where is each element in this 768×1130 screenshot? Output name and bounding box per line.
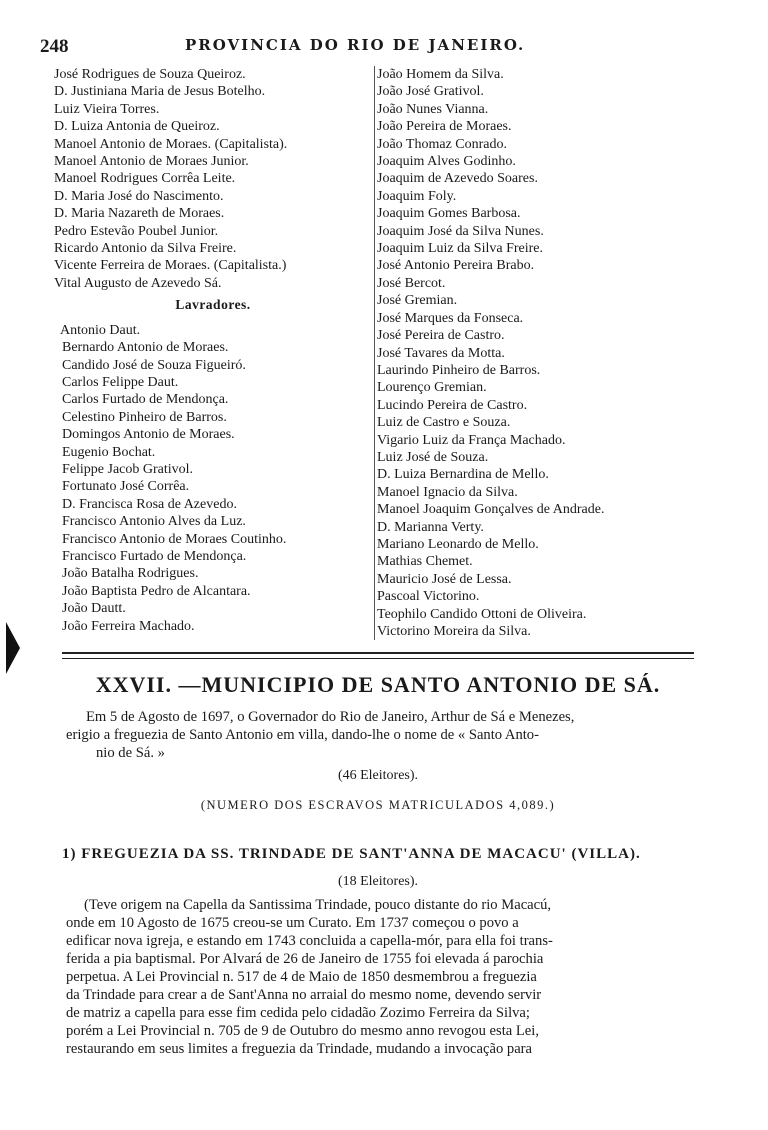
name-entry: José Marques da Fonseca. bbox=[377, 310, 524, 326]
name-entry: Felippe Jacob Grativol. bbox=[62, 461, 194, 477]
lavradores-heading: Lavradores. bbox=[175, 297, 251, 313]
name-entry: Manoel Antonio de Moraes. (Capitalista). bbox=[54, 136, 288, 152]
right-column bbox=[374, 66, 697, 640]
name-entry: D. Marianna Verty. bbox=[377, 519, 484, 535]
page-number: 248 bbox=[40, 36, 69, 57]
name-entry: D. Maria Nazareth de Moraes. bbox=[54, 206, 225, 222]
name-entry: Manoel Joaquim Gonçalves de Andrade. bbox=[377, 502, 605, 518]
intro-line: erigio a freguezia de Santo Antonio em villa, dando-lhe o nome de « Santo Anto- bbox=[66, 727, 539, 743]
section-intro bbox=[62, 708, 694, 762]
section-divider bbox=[62, 652, 694, 659]
name-entry: José Pereira de Castro. bbox=[377, 328, 505, 344]
name-entry: D. Luiza Antonia de Queiroz. bbox=[54, 119, 220, 135]
text-line: perpetua. A Lei Provincial n. 517 de 4 de Maio de 1850 desmembrou a freguezia bbox=[66, 969, 537, 985]
name-entry: João Homem da Silva. bbox=[377, 67, 504, 82]
name-entry: José Rodrigues de Souza Queiroz. bbox=[54, 67, 246, 82]
name-entry: Francisco Antonio de Moraes Coutinho. bbox=[62, 531, 287, 547]
slaves-note: (NUMERO DOS ESCRAVOS MATRICULADOS 4,089.) bbox=[200, 798, 556, 812]
name-entry: D. Maria José do Nascimento. bbox=[54, 188, 224, 204]
name-entry: João Nunes Vianna. bbox=[377, 101, 489, 117]
text-line: da Trindade para crear a de Sant'Anna no arraial do mesmo nome, devendo servir bbox=[66, 987, 542, 1003]
name-entry: Domingos Antonio de Moraes. bbox=[62, 427, 235, 443]
intro-line: Em 5 de Agosto de 1697, o Governador do Rio de Janeiro, Arthur de Sá e Menezes, bbox=[86, 709, 575, 725]
section-title: XXVII. —MUNICIPIO DE SANTO ANTONIO DE SÁ. bbox=[95, 672, 661, 697]
name-entry: Joaquim Luiz da Silva Freire. bbox=[377, 241, 544, 257]
name-entry: Joaquim Gomes Barbosa. bbox=[377, 206, 521, 222]
name-entry: José Gremian. bbox=[377, 293, 458, 309]
name-entry: Joaquim de Azevedo Soares. bbox=[377, 171, 538, 187]
text-line: restaurando em seus limites a freguezia da Trindade, mudando a invocação para bbox=[66, 1041, 533, 1057]
name-entry: Antonio Daut. bbox=[60, 322, 141, 338]
name-entry: Candido José de Souza Figueiró. bbox=[62, 357, 246, 373]
name-entry: José Tavares da Motta. bbox=[377, 345, 505, 361]
text-line: edificar nova igreja, e estando em 1743 concluida a capella-mór, para ella foi trans- bbox=[66, 933, 553, 949]
name-entry: José Bercot. bbox=[377, 275, 446, 291]
name-entry: João José Grativol. bbox=[377, 84, 484, 100]
subsection-electors: (18 Eleitores). bbox=[337, 874, 419, 889]
name-entry: Bernardo Antonio de Moraes. bbox=[62, 340, 229, 356]
name-entry: Joaquim Foly. bbox=[377, 188, 457, 204]
margin-tab-mark bbox=[6, 622, 20, 674]
name-entry: Lucindo Pereira de Castro. bbox=[377, 397, 528, 413]
name-entry: Francisco Furtado de Mendonça. bbox=[62, 548, 247, 564]
intro-line: nio de Sá. » bbox=[96, 745, 165, 761]
name-entry: Celestino Pinheiro de Barros. bbox=[62, 409, 227, 425]
name-entry: José Antonio Pereira Brabo. bbox=[377, 258, 535, 274]
name-entry: João Pereira de Moraes. bbox=[377, 119, 512, 135]
name-entry: João Batalha Rodrigues. bbox=[62, 566, 199, 582]
name-entry: Francisco Antonio Alves da Luz. bbox=[62, 514, 246, 530]
left-column bbox=[54, 66, 372, 635]
text-line: onde em 10 Agosto de 1675 creou-se um Curato. Em 1737 começou o povo a bbox=[66, 915, 519, 931]
name-entry: Lourenço Gremian. bbox=[377, 380, 487, 396]
name-entry: Joaquim José da Silva Nunes. bbox=[377, 223, 544, 239]
section-electors: (46 Eleitores). bbox=[337, 768, 419, 783]
name-entry: João Baptista Pedro de Alcantara. bbox=[62, 583, 251, 599]
name-entry: Vital Augusto de Azevedo Sá. bbox=[54, 275, 222, 291]
name-entry: D. Francisca Rosa de Azevedo. bbox=[62, 496, 237, 512]
name-entry: D. Justiniana Maria de Jesus Botelho. bbox=[54, 84, 266, 100]
name-entry: Fortunato José Corrêa. bbox=[62, 479, 190, 495]
text-line: de matriz a capella para esse fim cedida pelo cidadão Zozimo Ferreira da Silva; bbox=[66, 1005, 530, 1021]
name-entry: Carlos Felippe Daut. bbox=[62, 374, 179, 390]
name-entry: Joaquim Alves Godinho. bbox=[377, 154, 516, 170]
name-entry: Mathias Chemet. bbox=[377, 554, 473, 570]
name-entry: Pascoal Victorino. bbox=[377, 589, 480, 605]
name-entry: Luiz de Castro e Souza. bbox=[377, 415, 511, 431]
name-entry: Ricardo Antonio da Silva Freire. bbox=[54, 241, 237, 257]
name-entry: Manoel Antonio de Moraes Junior. bbox=[54, 154, 249, 170]
name-entry: Mauricio José de Lessa. bbox=[377, 571, 512, 587]
name-entry: Eugenio Bochat. bbox=[62, 444, 156, 460]
name-entry: Manoel Ignacio da Silva. bbox=[377, 484, 518, 500]
name-entry: Laurindo Pinheiro de Barros. bbox=[377, 362, 541, 378]
name-entry: João Ferreira Machado. bbox=[62, 618, 195, 634]
name-entry: Teophilo Candido Ottoni de Oliveira. bbox=[377, 606, 587, 622]
name-entry: João Dautt. bbox=[62, 601, 126, 617]
subsection-text bbox=[66, 896, 698, 1058]
text-line: porém a Lei Provincial n. 705 de 9 de Outubro do mesmo anno revogou esta Lei, bbox=[66, 1023, 539, 1039]
name-entry: Carlos Furtado de Mendonça. bbox=[62, 392, 229, 408]
name-entry: Luiz Vieira Torres. bbox=[54, 101, 160, 117]
running-title: PROVINCIA DO RIO DE JANEIRO. bbox=[185, 36, 526, 54]
text-line: ferida a pia baptismal. Por Alvará de 26 de Janeiro de 1755 foi elevada á parochia bbox=[66, 951, 544, 967]
name-entry: Vicente Ferreira de Moraes. (Capitalista.) bbox=[54, 258, 287, 274]
name-entry: Manoel Rodrigues Corrêa Leite. bbox=[54, 171, 236, 187]
name-entry: Pedro Estevão Poubel Junior. bbox=[54, 223, 219, 239]
text-line: (Teve origem na Capella da Santissima Trindade, pouco distante do rio Macacú, bbox=[84, 897, 552, 913]
name-entry: Vigario Luiz da França Machado. bbox=[377, 432, 566, 448]
name-entry: Luiz José de Souza. bbox=[377, 449, 489, 465]
name-entry: Victorino Moreira da Silva. bbox=[377, 624, 531, 639]
name-entry: João Thomaz Conrado. bbox=[377, 136, 507, 152]
name-entry: Mariano Leonardo de Mello. bbox=[377, 536, 539, 552]
subsection-title: 1) FREGUEZIA DA SS. TRINDADE DE SANT'ANNA DE MACACU' (VILLA). bbox=[62, 846, 641, 862]
name-entry: D. Luiza Bernardina de Mello. bbox=[377, 467, 549, 483]
